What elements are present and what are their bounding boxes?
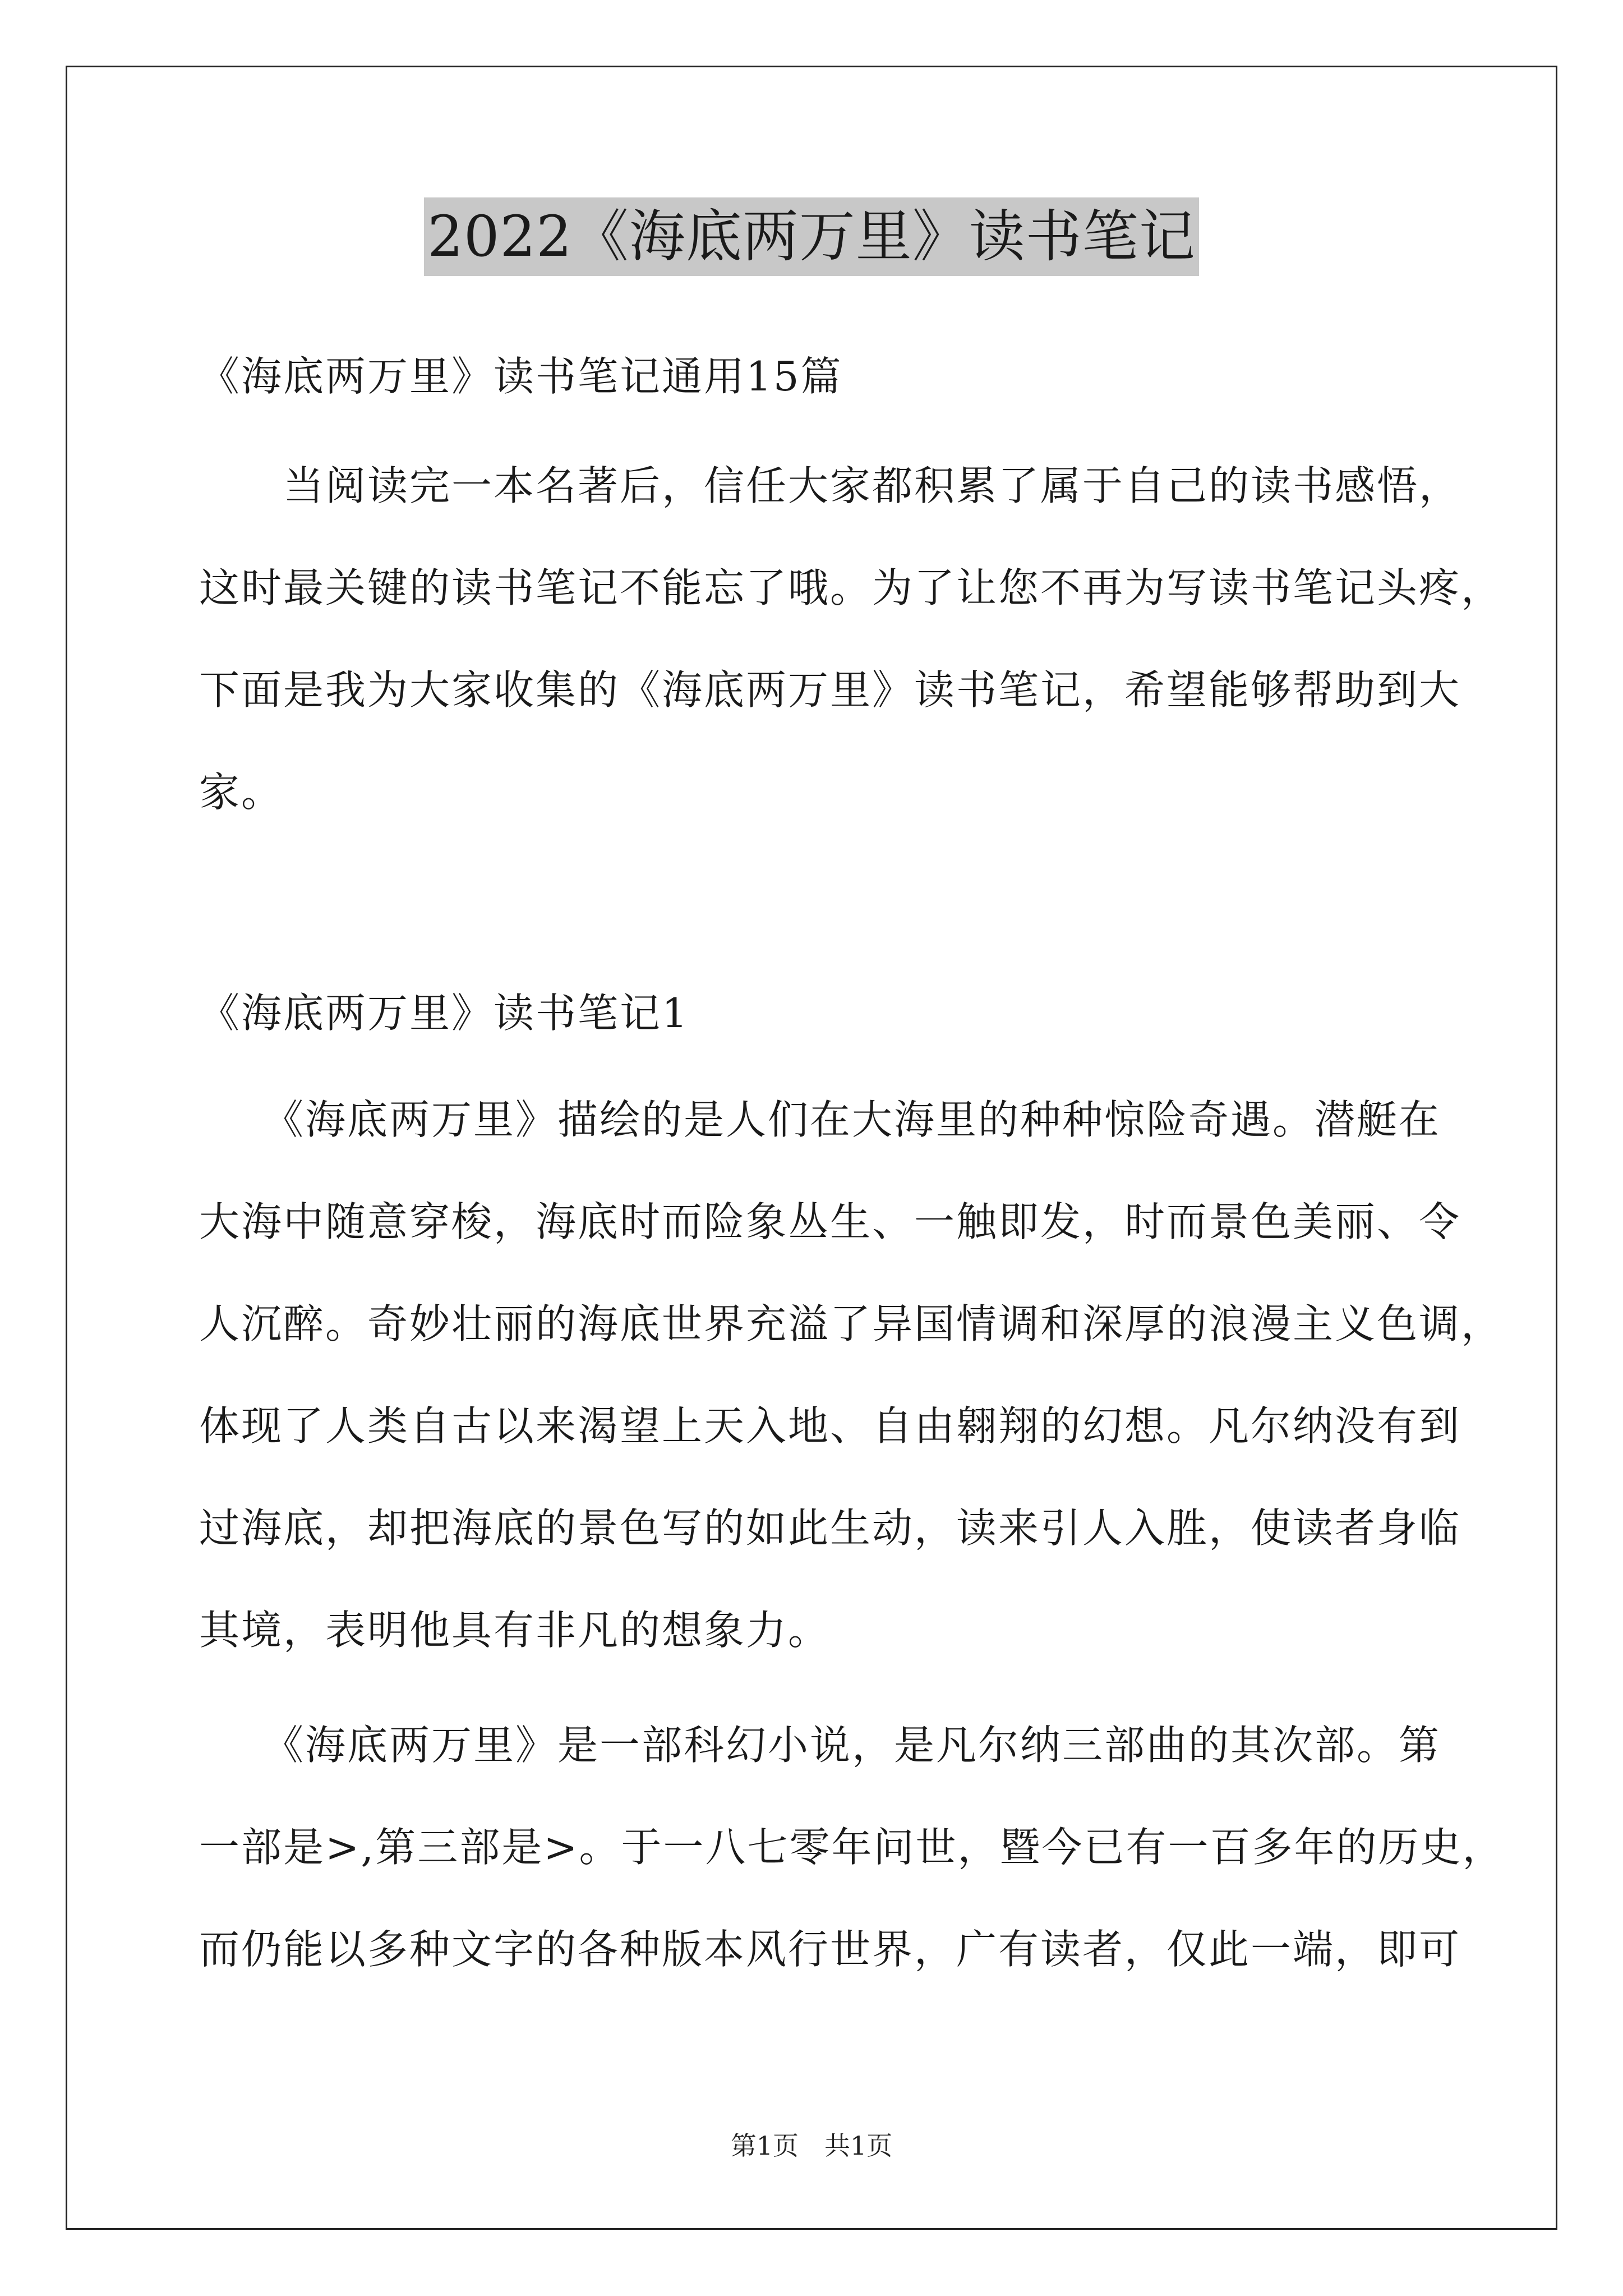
- document-subtitle: 《海底两万里》读书笔记通用15篇: [199, 353, 843, 400]
- para2-line-1: 《海底两万里》是一部科幻小说，是凡尔纳三部曲的其次部。第: [199, 1722, 1441, 1769]
- para1-line-1: 《海底两万里》描绘的是人们在大海里的种种惊险奇遇。潜艇在: [199, 1096, 1441, 1143]
- para1-line-4: 体现了人类自古以来渴望上天入地、自由翱翔的幻想。凡尔纳没有到: [199, 1402, 1461, 1450]
- intro-line-3: 下面是我为大家收集的《海底两万里》读书笔记，希望能够帮助到大: [199, 666, 1461, 714]
- page-number: 第1页 共1页: [730, 2131, 893, 2161]
- para1-line-2: 大海中随意穿梭，海底时而险象丛生、一触即发，时而景色美丽、令: [199, 1198, 1461, 1245]
- intro-line-2: 这时最关键的读书笔记不能忘了哦。为了让您不再为写读书笔记头疼，: [199, 564, 1504, 611]
- para1-line-5: 过海底，却把海底的景色写的如此生动，读来引人入胜，使读者身临: [199, 1504, 1461, 1552]
- para1-line-6: 其境，表明他具有非凡的想象力。: [199, 1607, 831, 1654]
- para1-line-3: 人沉醉。奇妙壮丽的海底世界充溢了异国情调和深厚的浪漫主义色调，: [199, 1300, 1504, 1347]
- title-container: [0, 197, 1623, 276]
- document-title: 2022《海底两万里》读书笔记: [424, 197, 1199, 276]
- intro-line-4: 家。: [199, 769, 284, 816]
- para2-line-2: 一部是>,第三部是>。于一八七零年问世，暨今已有一百多年的历史，: [199, 1824, 1505, 1871]
- intro-line-1: 当阅读完一本名著后，信任大家都积累了属于自己的读书感悟，: [199, 462, 1461, 509]
- section-heading-1: 《海底两万里》读书笔记1: [199, 990, 689, 1037]
- para2-line-3: 而仍能以多种文字的各种版本风行世界，广有读者，仅此一端，即可: [199, 1926, 1461, 1973]
